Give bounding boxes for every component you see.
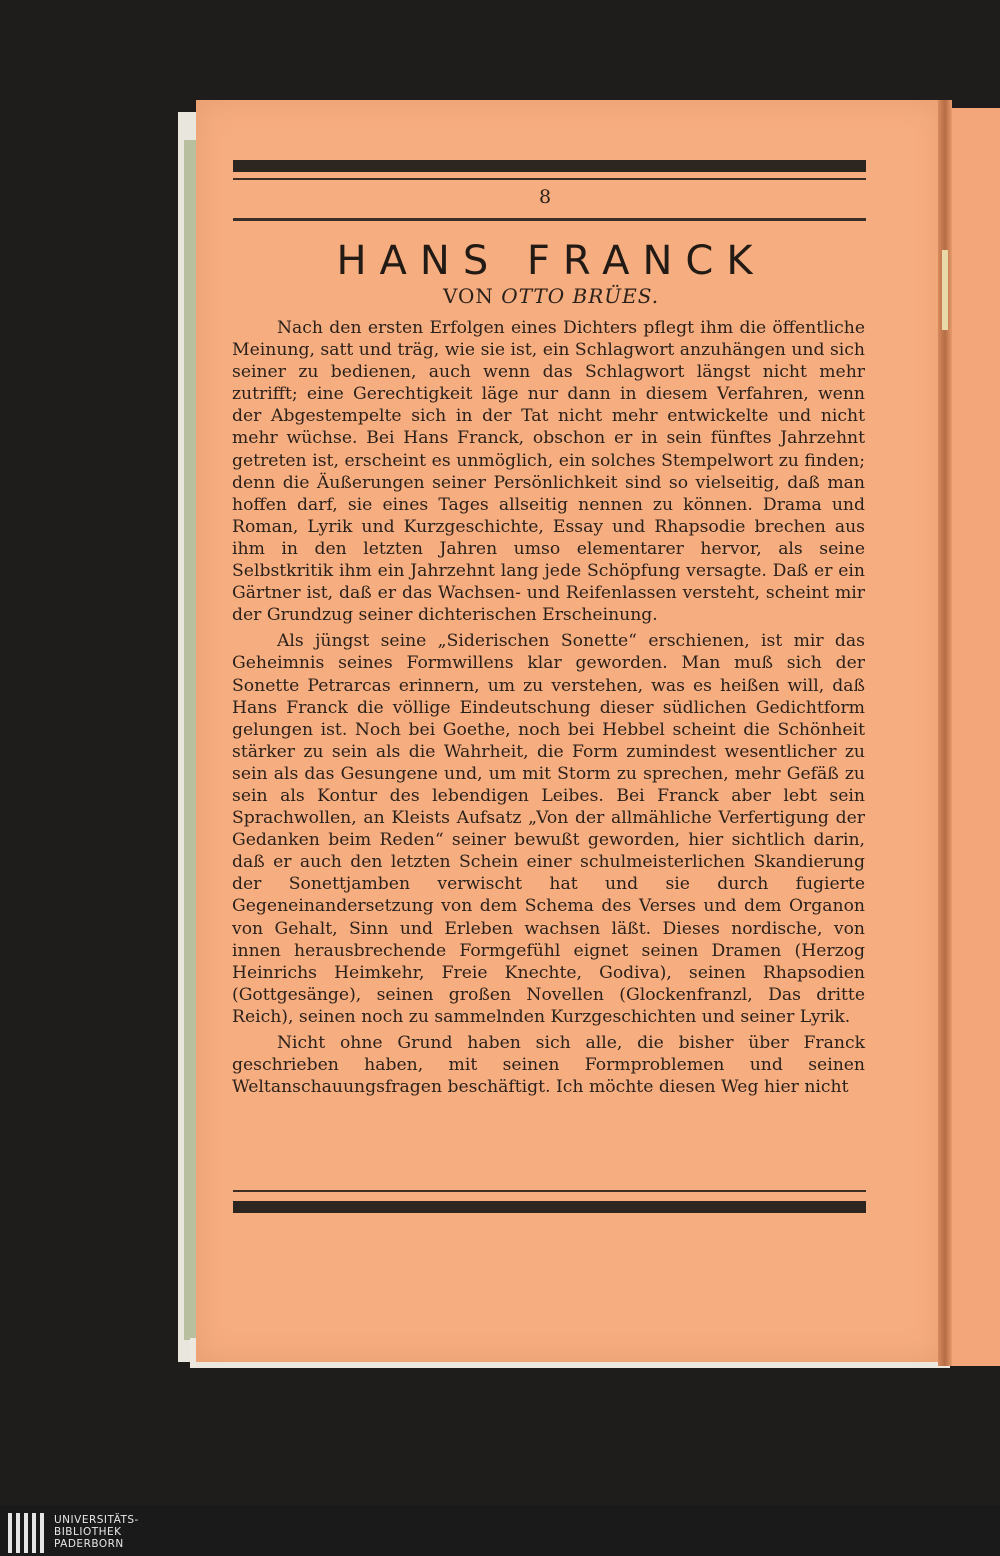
paragraph-3: Nicht ohne Grund haben sich alle, die bisher über Franck geschrieben haben, mit seinen Formproblemen und seinen Weltanschauungsfragen beschäftigt. Ich möchte diesen Weg hier nicht bbox=[232, 1033, 865, 1098]
library-name bbox=[54, 1514, 139, 1550]
library-logo-icon bbox=[8, 1513, 46, 1553]
header-rule-thick bbox=[233, 160, 866, 172]
paragraph-1: Nach den ersten Erfolgen eines Dichters pflegt ihm die öffentliche Meinung, satt und träg, wie sie ist, ein Schlagwort anzuhängen und sich seiner zu bedienen, auch wenn das Schlagwort längst nicht mehr zutrifft; eine Gerechtigkeit läge nur dann in diesem Verfahren, wenn der Abgestempelte sich in der Tat nicht mehr entwickelte und nicht mehr wüchse. Bei Hans Franck, obschon er in sein fünftes Jahrzehnt getreten ist, erscheint es unmöglich, ein solches Stempelwort zu finden; denn die Äußerungen seiner Persönlichkeit sind so vielseitig, daß man hoffen darf, sie eines Tages allseitig nennen zu können. Drama und Roman, Lyrik und Kurzgeschichte, Essay und Rhapsodie brechen aus ihm in den letzten Jahren umso elementarer hervor, als seine Selbstkritik ihm ein Jahrzehnt lang jede Schöpfung versagte. Daß er ein Gärtner ist, daß er das Wachsen- und Reifenlassen versteht, scheint mir der Grundzug seiner dichterischen Erscheinung. bbox=[232, 318, 865, 626]
facing-page bbox=[948, 108, 1000, 1366]
page-number: 8 bbox=[538, 186, 552, 208]
byline-author: OTTO BRÜES. bbox=[501, 284, 660, 308]
page-edge-mark bbox=[942, 250, 948, 330]
article-byline bbox=[236, 284, 866, 308]
footer-rule-thin bbox=[233, 1190, 866, 1192]
page-number-rule bbox=[233, 218, 866, 221]
paragraph-2: Als jüngst seine „Siderischen Sonette“ erschienen, ist mir das Geheimnis seines Formwillens klar geworden. Man muß sich der Sonette Petrarcas erinnern, um zu verstehen, was es heißen will, daß Hans Franck die völlige Eindeutschung dieser südlichen Gedichtform gelungen ist. Noch bei Goethe, noch bei Hebbel scheint die Schönheit stärker zu sein als die Wahrheit, die Form zumindest wesentlicher zu sein als das Gesungene und, um mit Storm zu sprechen, mehr Gefäß zu sein als Kontur des lebendigen Leibes. Bei Franck aber lebt sein Sprachwollen, an Kleists Aufsatz „Von der allmähliche Verfertigung der Gedanken beim Reden“ seiner bewußt geworden, hier sichtlich darin, daß er auch den letzten Schein einer schulmeisterlichen Skandierung der Sonettjamben verwischt hat und sie durch fugierte Gegeneinandersetzung von dem Schema des Verses und dem Organon von Gehalt, Sinn und Erleben wachsen läßt. Dieses nordische, von innen herausbrechende Formgefühl eignet seinen Dramen (Herzog Heinrichs Heimkehr, Freie Knechte, Godiva), seinen Rhapsodien (Gottgesänge), seinen großen Novellen (Glockenfranzl, Das dritte Reich), seinen noch zu sammelnden Kurzgeschichten und seiner Lyrik. bbox=[232, 631, 865, 1027]
article-body bbox=[232, 317, 865, 1098]
footer-rule-thick bbox=[233, 1201, 866, 1213]
article-title: HANS FRANCK bbox=[336, 238, 766, 284]
library-name-line-1: UNIVERSITÄTS- bbox=[54, 1514, 139, 1526]
library-name-line-3: PADERBORN bbox=[54, 1538, 124, 1550]
header-rule-thin bbox=[233, 178, 866, 180]
byline-prefix: VON bbox=[442, 284, 494, 308]
library-name-line-2: BIBLIOTHEK bbox=[54, 1526, 122, 1538]
library-footer bbox=[0, 1505, 1000, 1556]
